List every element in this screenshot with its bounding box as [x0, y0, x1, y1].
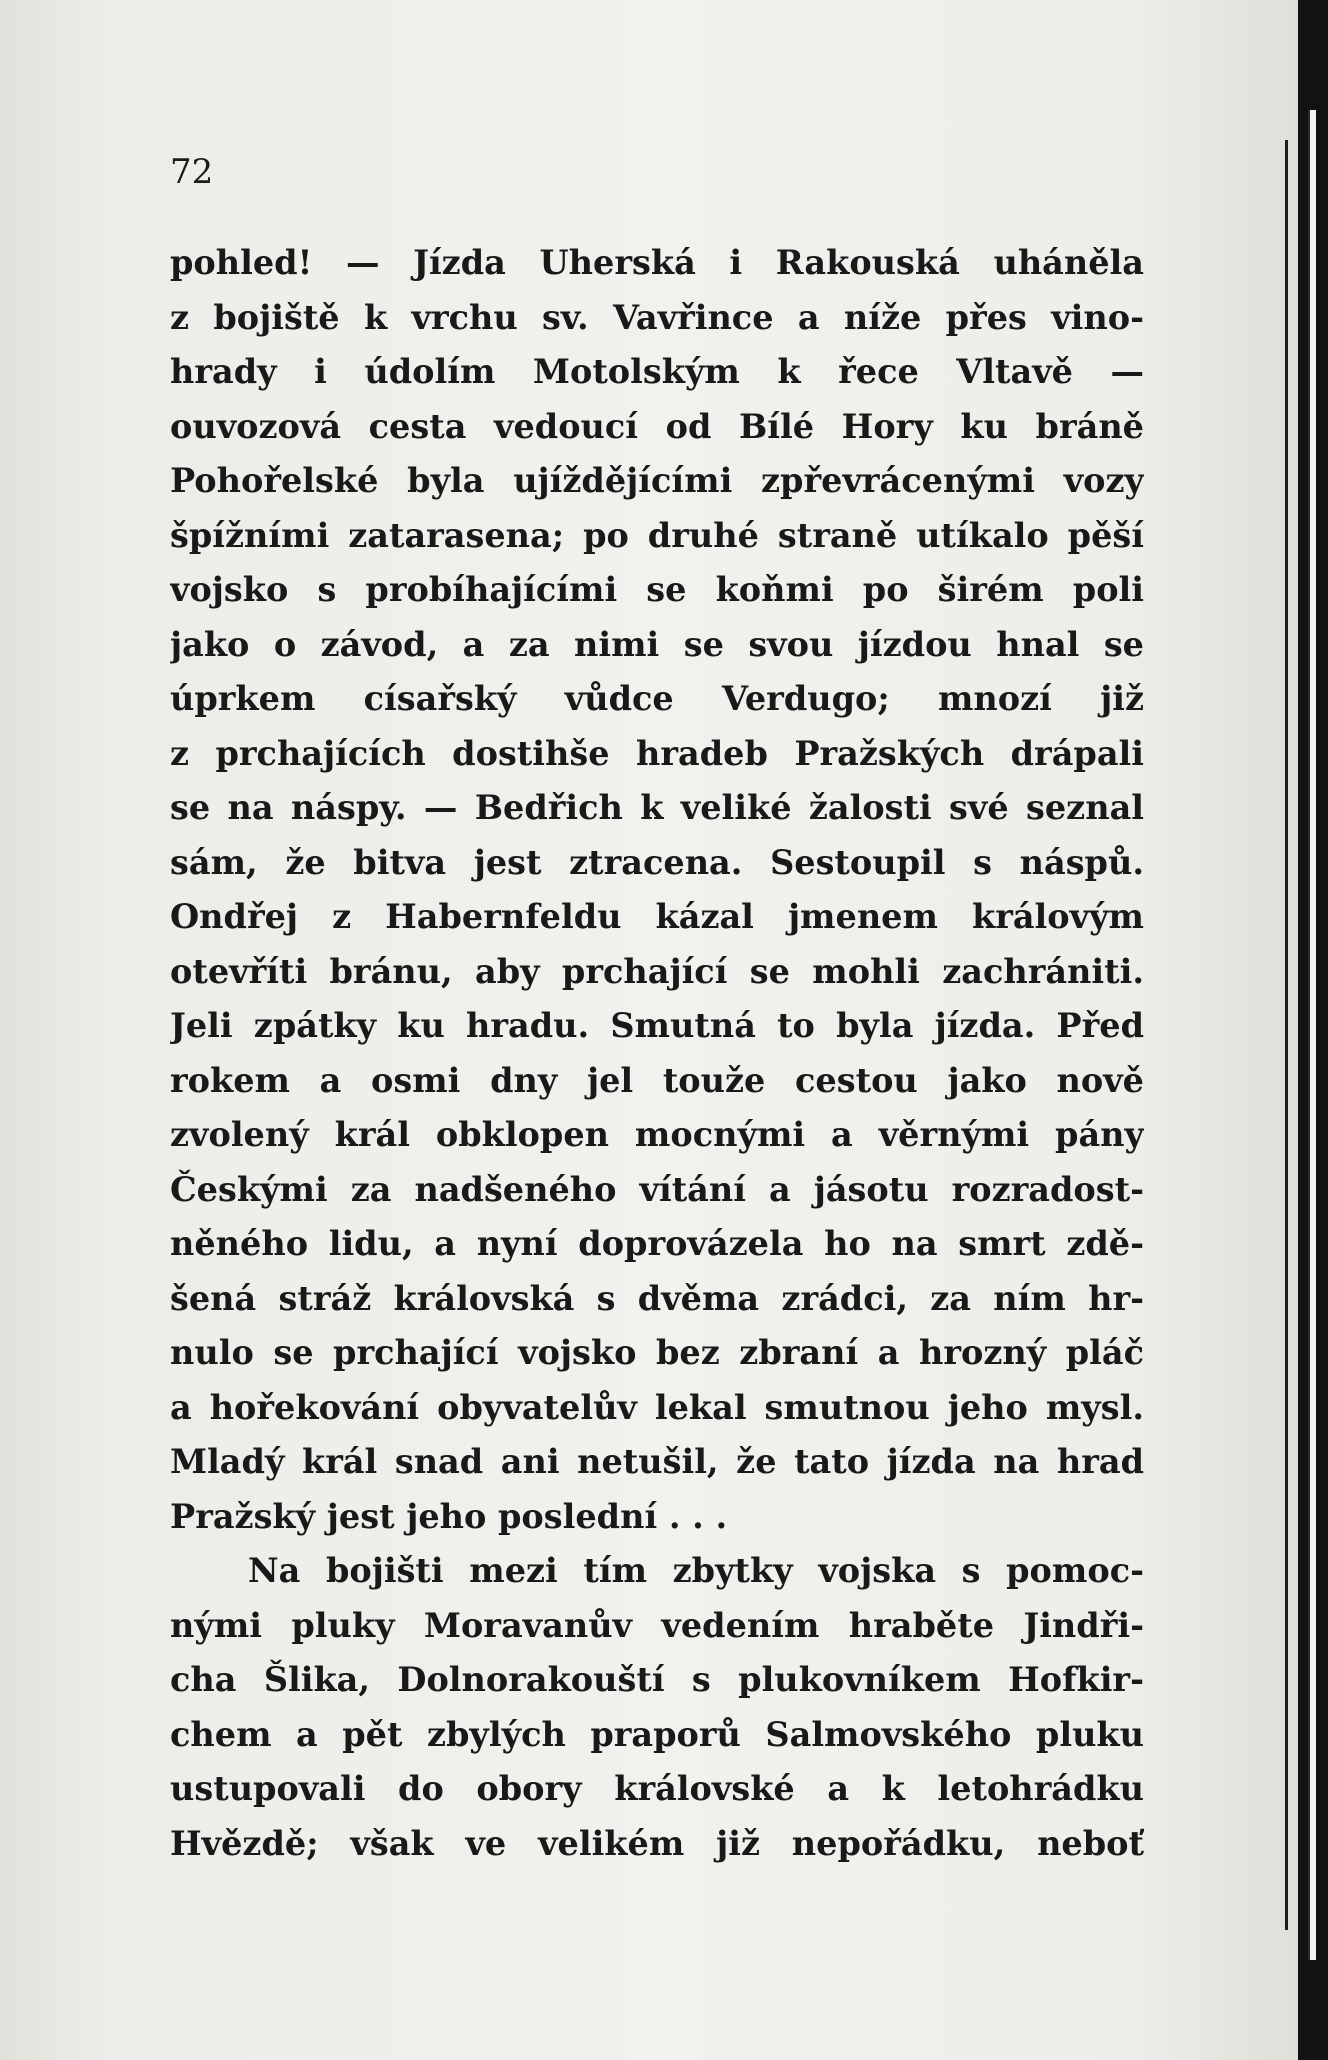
text-line: Mladý král snad ani netušil, že tato jízda na hrad [170, 1442, 1144, 1481]
text-line: Pohořelské byla ujíždějícími zpřevrácenými vozy [170, 461, 1144, 500]
text-line: sám, že bitva jest ztracena. Sestoupil s náspů. [170, 842, 1144, 882]
text-line: něného lidu, a nyní doprovázela ho na smrt zdě- [170, 1224, 1144, 1263]
paragraph [170, 1544, 1144, 1871]
text-line: ouvozová cesta vedoucí od Bílé Hory ku bráně [170, 406, 1144, 446]
text-line: špížními zatarasena; po druhé straně utíkalo pěší [170, 515, 1144, 555]
text-line: hrady i údolím Motolským k řece Vltavě — [170, 352, 1144, 391]
text-line: otevříti bránu, aby prchající se mohli zachrániti. [170, 951, 1144, 991]
page-number: 72 [170, 152, 214, 192]
text-line: vojsko s probíhajícími se koňmi po širém poli [170, 570, 1144, 609]
text-line: rokem a osmi dny jel touže cestou jako nově [170, 1060, 1144, 1100]
text-line: Ondřej z Habernfeldu kázal jmenem královým [170, 897, 1144, 936]
text-line: zvolený král obklopen mocnými a věrnými pány [170, 1115, 1144, 1154]
text-line: pohled! — Jízda Uherská i Rakouská uháněla [170, 243, 1144, 282]
text-line: ustupovali do obory královské a k letohrádku [170, 1769, 1144, 1808]
text-line: Na bojišti mezi tím zbytky vojska s pomoc- [248, 1551, 1144, 1590]
text-line: šená stráž královská s dvěma zrádci, za ním hr- [170, 1278, 1144, 1318]
text-line: nými pluky Moravanův vedením hraběte Jindři- [170, 1605, 1144, 1645]
binding-rule [1308, 110, 1316, 1960]
text-line: cha Šlika, Dolnorakouští s plukovníkem Hofkir- [170, 1660, 1144, 1699]
text-line: Českými za nadšeného vítání a jásotu rozradost- [170, 1169, 1144, 1209]
text-line: a hořekování obyvatelův lekal smutnou jeho mysl. [170, 1387, 1144, 1427]
binding-rule-inner [1285, 140, 1288, 1930]
text-line: úprkem císařský vůdce Verdugo; mnozí již [170, 679, 1144, 718]
text-line: Hvězdě; však ve velikém již nepořádku, neboť [170, 1823, 1144, 1863]
text-line: se na náspy. — Bedřich k veliké žalosti své seznal [170, 788, 1144, 827]
paragraph [170, 236, 1144, 1544]
text-line: Pražský jest jeho poslední . . . [170, 1496, 728, 1536]
text-line: z bojiště k vrchu sv. Vavřince a níže přes vino- [170, 297, 1144, 337]
text-line: jako o závod, a za nimi se svou jízdou hnal se [170, 624, 1144, 664]
body-text [170, 236, 1144, 1871]
text-line: z prchajících dostihše hradeb Pražských drápali [170, 733, 1144, 773]
text-line: nulo se prchající vojsko bez zbraní a hrozný pláč [170, 1333, 1144, 1372]
text-line: Jeli zpátky ku hradu. Smutná to byla jízda. Před [170, 1006, 1144, 1045]
text-line: chem a pět zbylých praporů Salmovského pluku [170, 1714, 1144, 1754]
